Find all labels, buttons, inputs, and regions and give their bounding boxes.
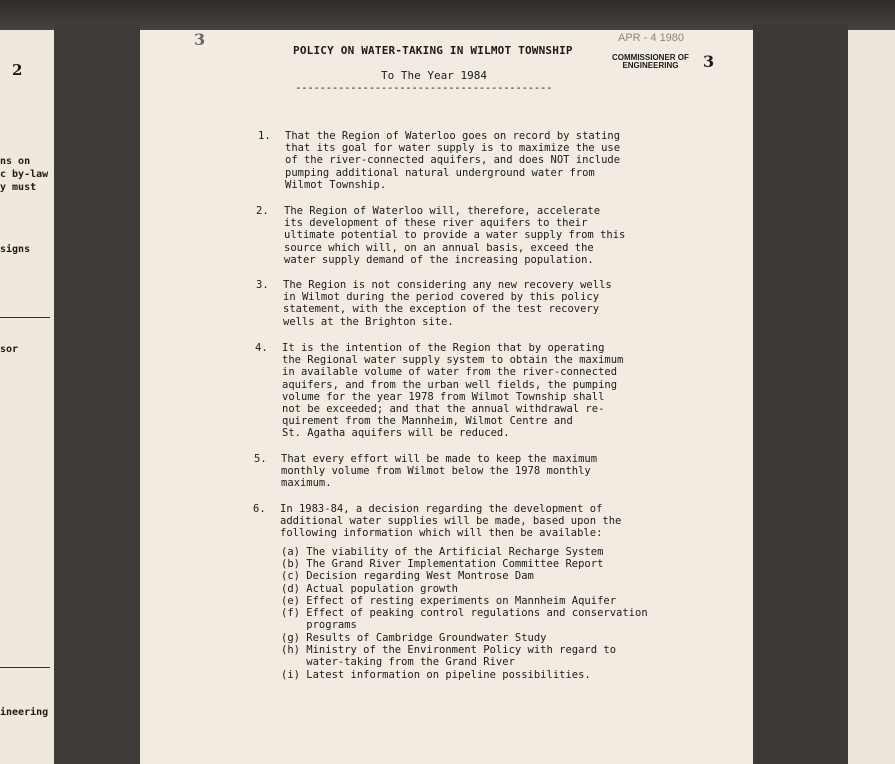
scan-edge-left: [54, 24, 140, 764]
page-number: 3: [703, 52, 715, 71]
title-underline: ------------------------------------------: [295, 81, 553, 94]
item-number: 3.: [256, 279, 269, 291]
item-number: 4.: [255, 342, 268, 354]
left-fragment: signs: [0, 244, 31, 255]
subitem-d: (d) Actual population growth: [281, 583, 459, 595]
document-subtitle: To The Year 1984: [381, 69, 487, 82]
policy-item-3: The Region is not considering any new recovery wells in Wilmot during the period covered by this policy statement, with the exception of the test recovery wells at the Brighton site.: [283, 279, 612, 328]
left-adjacent-page: [0, 30, 54, 764]
policy-item-1: That the Region of Waterloo goes on record by stating that its goal for water supply is to maximize the use of the river-connected aquifers, and does NOT include pumping additional natural underground water from Wilmot Township.: [285, 130, 621, 191]
subitem-g: (g) Results of Cambridge Groundwater Study: [281, 632, 547, 644]
subitem-i: (i) Latest information on pipeline possibilities.: [281, 669, 591, 681]
left-signature-line: [0, 317, 50, 318]
document-title: POLICY ON WATER-TAKING IN WILMOT TOWNSHIP: [293, 44, 573, 57]
left-fragment: sor: [0, 344, 19, 355]
policy-item-5: That every effort will be made to keep the maximum monthly volume from Wilmot below the 1978 monthly maximum.: [281, 453, 598, 490]
left-page-number: 2: [12, 61, 23, 79]
subitem-f: (f) Effect of peaking control regulations and conservation programs: [281, 607, 648, 632]
policy-item-2: The Region of Waterloo will, therefore, accelerate its development of these river aquifers to their ultimate potential to provide a water supply from this source which will, on an annual basis, exceed the water supply demand of the increasing population.: [284, 205, 626, 266]
left-fragment: ns on: [0, 156, 31, 167]
policy-item-4: It is the intention of the Region that by operating the Regional water supply system to obtain the maximum in available volume of water from the river-connected aquifers, and from the urban well fields, the pumping volume for the year 1978 from Wilmot Township shall not be exceeded; and that the annual withdrawal re- quirement from the Mannheim, Wilmot Centre and St. Agatha aquifers will be reduced.: [282, 342, 624, 440]
stamp-line: ENGINEERING: [622, 61, 679, 70]
left-fragment: ineering: [0, 707, 49, 718]
item-number: 5.: [254, 453, 267, 465]
right-adjacent-page: [848, 30, 895, 764]
subitem-c: (c) Decision regarding West Montrose Dam: [281, 570, 534, 582]
item-number: 1.: [258, 130, 271, 142]
subitem-b: (b) The Grand River Implementation Committee Report: [281, 558, 604, 570]
item-number: 6.: [253, 503, 266, 515]
left-fragment: y must: [0, 182, 37, 193]
received-stamp-date: APR - 4 1980: [618, 32, 685, 44]
left-fragment: c by-law: [0, 169, 49, 180]
document-page: [140, 30, 753, 764]
subitem-h: (h) Ministry of the Environment Policy with regard to water-taking from the Grand River: [281, 644, 617, 669]
item-number: 2.: [256, 205, 269, 217]
subitem-e: (e) Effect of resting experiments on Mannheim Aquifer: [281, 595, 617, 607]
top-page-mark: 3: [194, 30, 206, 49]
received-stamp: [612, 54, 689, 70]
subitem-a: (a) The viability of the Artificial Recharge System: [281, 546, 604, 558]
stamp-line: COMMISSIONER OF: [612, 53, 689, 62]
policy-item-6: In 1983-84, a decision regarding the development of additional water supplies will be made, based upon the following information which will then be available:: [280, 503, 622, 540]
scan-edge-right: [753, 24, 848, 764]
left-divider: [0, 667, 50, 668]
